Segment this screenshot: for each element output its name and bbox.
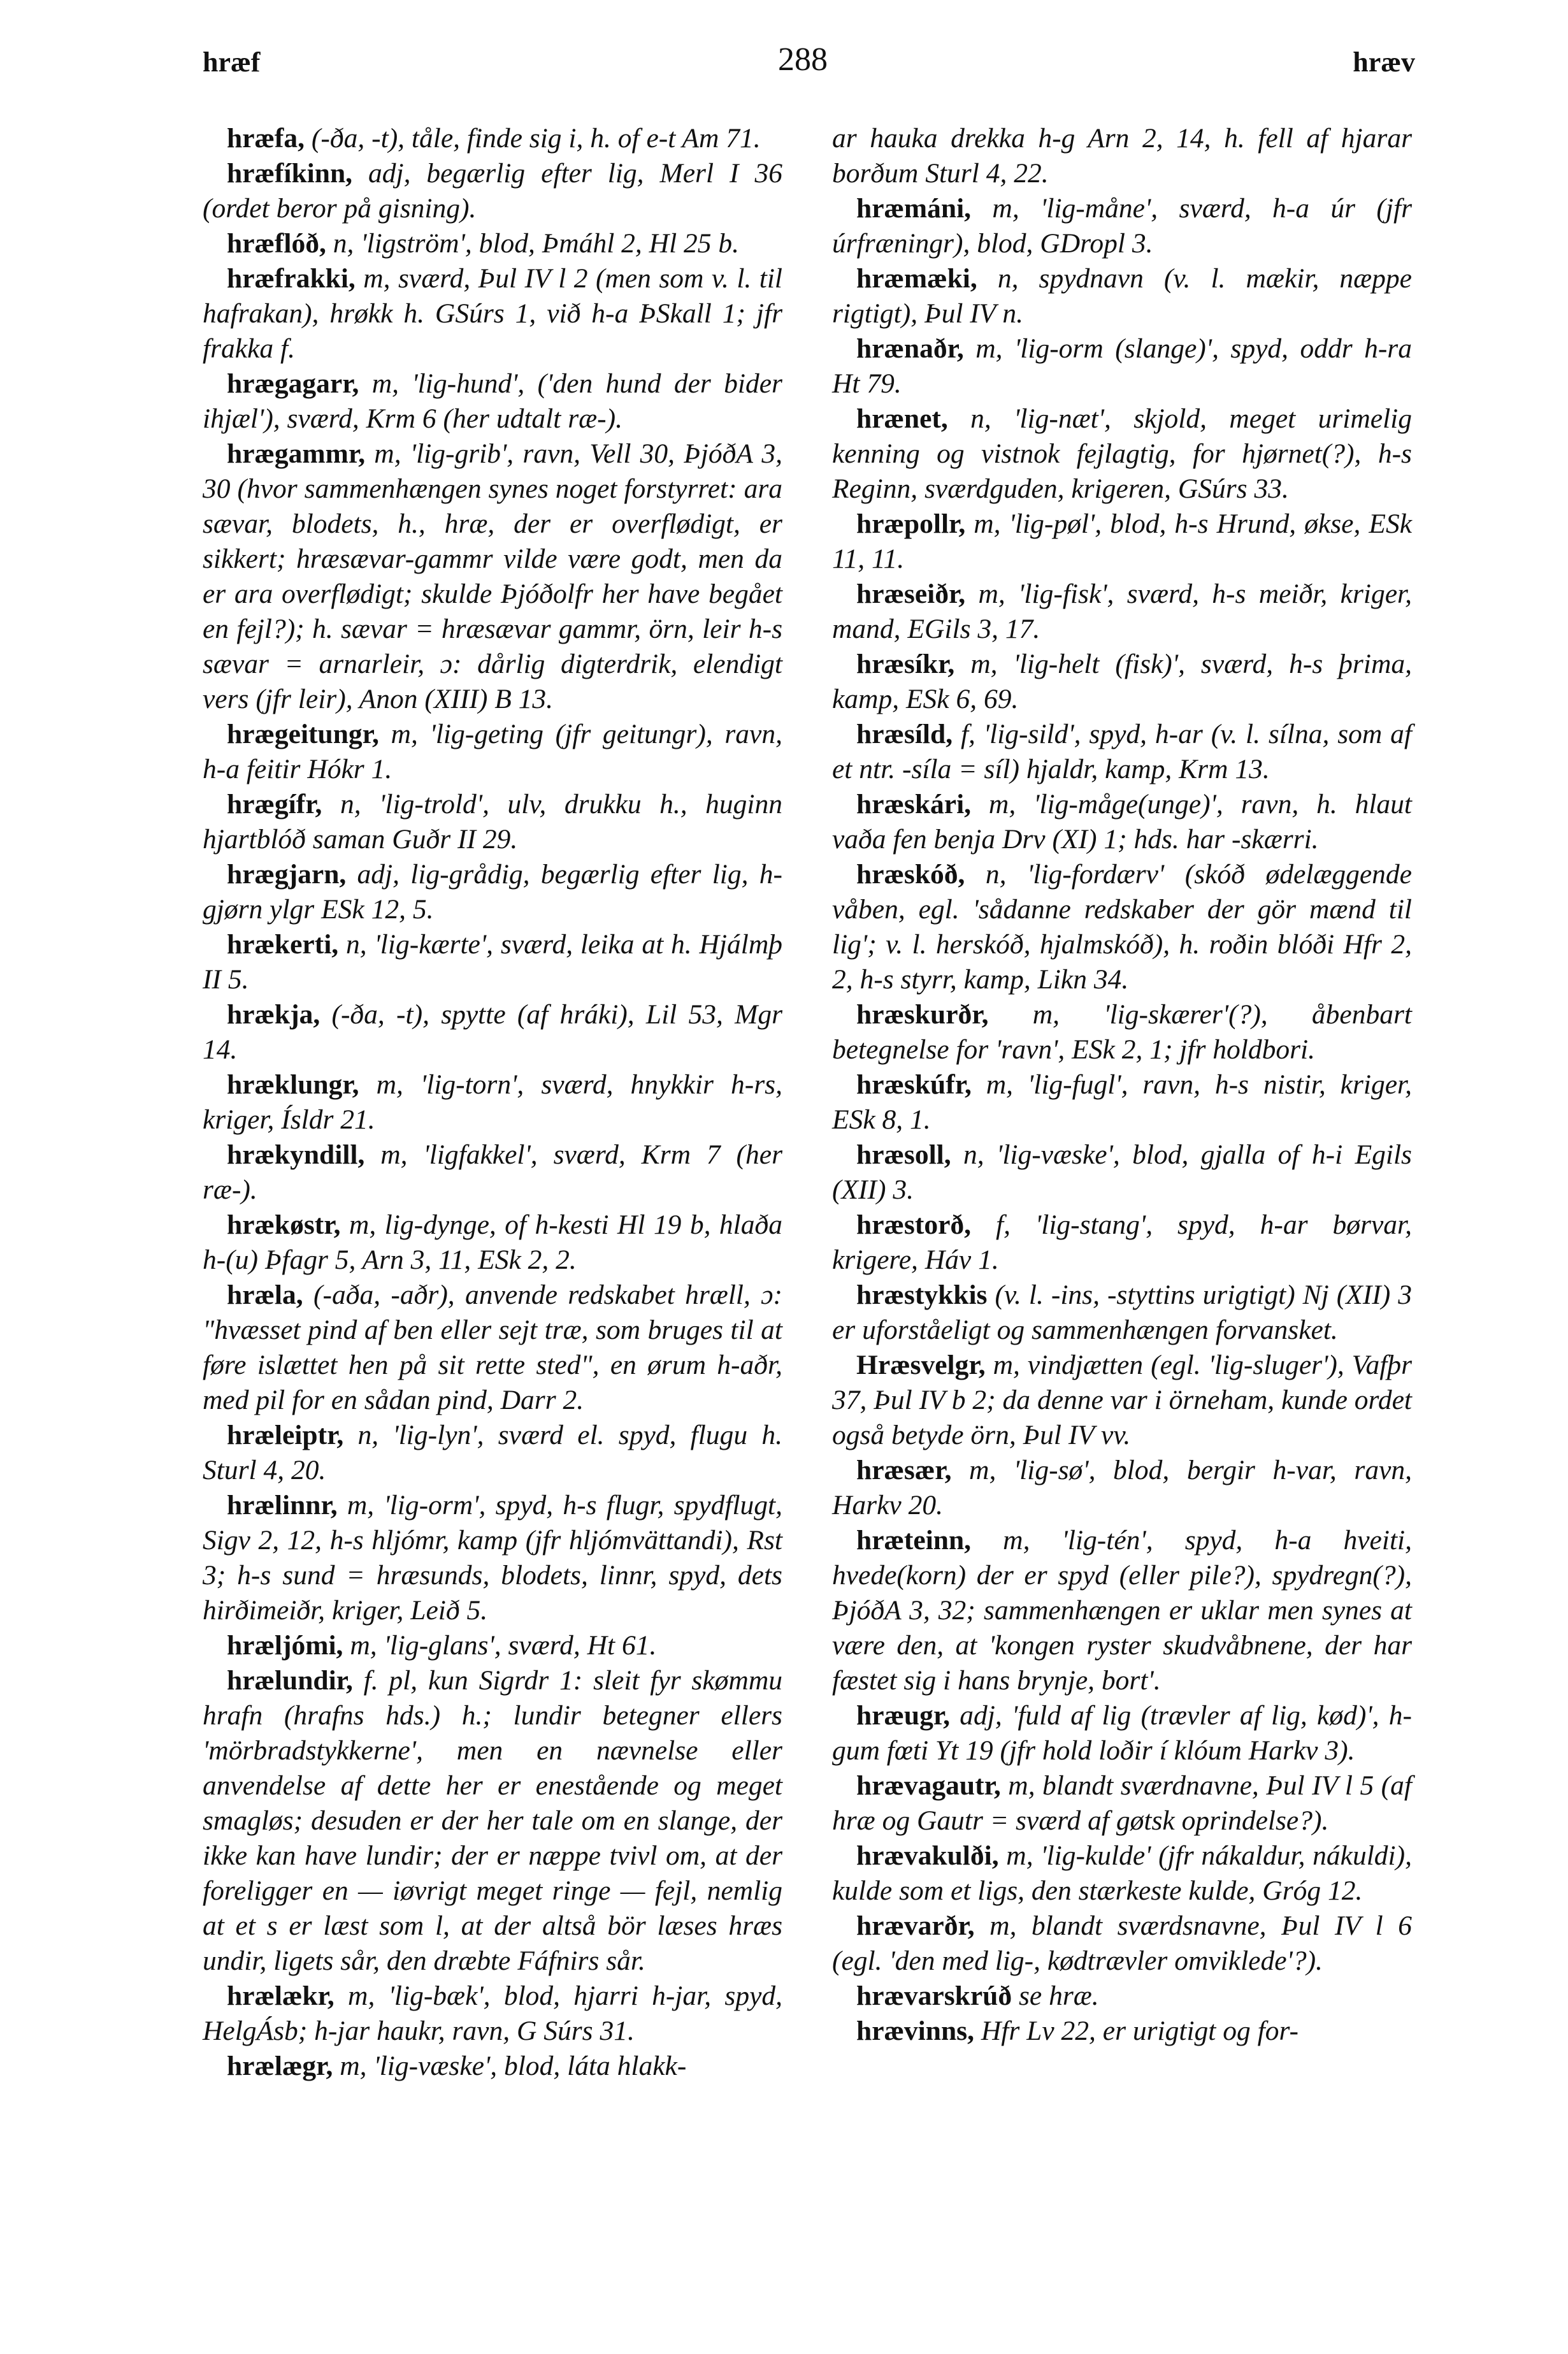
entry-definition: m, 'lig-skærer'(?), åbenbart betegnelse for 'ravn', ESk 2, 1; jfr holdbori. <box>832 999 1412 1065</box>
entry-definition: n, 'ligström', blod, Þmáhl 2, Hl 25 b. <box>326 228 740 259</box>
dictionary-entry <box>203 997 782 1067</box>
dictionary-entry <box>832 261 1412 331</box>
headword: hrægammr, <box>227 438 366 469</box>
headword: hræflóð, <box>227 228 326 259</box>
dictionary-entry <box>832 1979 1412 2014</box>
dictionary-entry <box>203 1979 782 2049</box>
entry-definition: n, 'lig-fordærv' (skóð ødelæggende våben, egl. 'sådanne redskaber der gör mænd til lig'; v. l. herskóð, hjalmskóð), h. roðin blóði Hfr 2, 2, h-s styrr, kamp, Likn 34. <box>832 859 1412 995</box>
dictionary-entry <box>832 997 1412 1067</box>
headword: hræpollr, <box>856 509 966 539</box>
headword: hrælækr, <box>227 1981 334 2011</box>
entry-definition: m, 'lig-bæk', blod, hjarri h-jar, spyd, HelgÁsb; h-jar haukr, ravn, G Súrs 31. <box>203 1981 782 2046</box>
entry-definition: m, 'lig-hund', ('den hund der bider ihjæl'), sværd, Krm 6 (her udtalt ræ-). <box>203 368 782 434</box>
entry-definition: m, sværd, Þul IV l 2 (men som v. l. til hafrakan), hrøkk h. GSúrs 1, við h-a ÞSkall 1; jfr frakka f. <box>203 263 782 364</box>
dictionary-entry <box>203 1067 782 1137</box>
entry-definition: f, 'lig-sild', spyd, h-ar (v. l. sílna, som af et ntr. -síla = síl) hjaldr, kamp, Krm 13. <box>832 719 1412 784</box>
dictionary-entry <box>203 857 782 927</box>
headword: hræskurðr, <box>856 999 989 1030</box>
dictionary-entry <box>203 437 782 717</box>
headword: hræla, <box>227 1280 303 1310</box>
entry-definition: m, 'lig-helt (fisk)', sværd, h-s þrima, kamp, ESk 6, 69. <box>832 649 1412 714</box>
entry-definition: Hfr Lv 22, er urigtigt og for- <box>974 2016 1299 2046</box>
entry-definition: m, 'lig-sø', blod, bergir h-var, ravn, Harkv 20. <box>832 1455 1412 1520</box>
headword: hræugr, <box>856 1700 951 1731</box>
entry-definition: adj, lig-grådig, begærlig efter lig, h-gjørn ylgr ESk 12, 5. <box>203 859 782 925</box>
entry-definition: m, blandt sværdnavne, Þul IV l 5 (af hræ og Gautr = sværd af gøtsk oprindelse?). <box>832 1770 1412 1836</box>
dictionary-entry <box>203 1278 782 1418</box>
dictionary-entry <box>203 927 782 997</box>
left-column <box>203 121 782 2084</box>
entry-definition: n, spydnavn (v. l. mækir, næppe rigtigt), Þul IV n. <box>832 263 1412 329</box>
dictionary-entry <box>832 1348 1412 1453</box>
headword: hræteinn, <box>856 1525 972 1556</box>
entry-definition: ar hauka drekka h-g Arn 2, 14, h. fell af hjarar borðum Sturl 4, 22. <box>832 123 1412 189</box>
dictionary-entry <box>203 261 782 366</box>
entry-definition: m, 'lig-torn', sværd, hnykkir h-rs, kriger, Ísldr 21. <box>203 1069 782 1135</box>
headword: hræmæki, <box>856 263 977 294</box>
headword: hrænet, <box>856 403 948 434</box>
headword: hrænaðr, <box>856 333 964 364</box>
running-head-right: hræv <box>1353 47 1415 78</box>
dictionary-entry <box>832 1838 1412 1909</box>
headword: hrækøstr, <box>227 1209 341 1240</box>
dictionary-entry <box>832 331 1412 401</box>
headword: hrælundir, <box>227 1665 353 1696</box>
entry-definition: n, 'lig-lyn', sværd el. spyd, flugu h. Sturl 4, 20. <box>203 1420 782 1485</box>
headword: hræsíld, <box>856 719 953 749</box>
headword: hræfrakki, <box>227 263 356 294</box>
dictionary-entry <box>832 1453 1412 1523</box>
entry-definition: (-ða, -t), tåle, finde sig i, h. of e-t Am 71. <box>305 123 761 154</box>
entry-definition: m, 'lig-måne', sværd, h-a úr (jfr úrfræningr), blod, GDropl 3. <box>832 193 1412 259</box>
headword: hræfa, <box>227 123 305 154</box>
headword: hræstykkis <box>856 1280 988 1310</box>
entry-definition: m, 'lig-glans', sværd, Ht 61. <box>343 1630 657 1661</box>
headword: hræstorð, <box>856 1209 972 1240</box>
dictionary-entry <box>203 1418 782 1488</box>
dictionary-entry <box>203 2049 782 2084</box>
headword: hrævarðr, <box>856 1910 975 1941</box>
dictionary-entry <box>832 507 1412 577</box>
headword: Hræsvelgr, <box>856 1350 986 1380</box>
headword: hrægeitungr, <box>227 719 379 749</box>
headword: hræskóð, <box>856 859 965 890</box>
entry-definition: m, 'lig-grib', ravn, Vell 30, ÞjóðA 3, 30 (hvor sammenhængen synes noget forstyrret: ara sævar, blodets, h., hræ, der er overflødigt, er sikkert; hræsævar-gammr vilde være godt, men da er ara overflødigt; skulde Þjóðolfr her have begået en fejl?); h. sævar = hræsævar gammr, örn, leir h-s sævar = arnarleir, ɔ: dårlig digterdrik, elendigt vers (jfr leir), Anon (XIII) B 13. <box>203 438 782 714</box>
dictionary-entry <box>203 366 782 437</box>
entry-definition: m, 'lig-tén', spyd, h-a hveiti, hvede(korn) der er spyd (eller pile?), spydregn(?), ÞjóðA 3, 32; sammenhængen er uklar men synes at være den, at 'kongen ryster skudvåbnene, der har fæstet sig i hans brynje, bort'. <box>832 1525 1412 1696</box>
dictionary-entry <box>832 401 1412 507</box>
headword: hrævinns, <box>856 2016 974 2046</box>
dictionary-entry <box>203 717 782 787</box>
entry-definition: m, 'lig-pøl', blod, h-s Hrund, økse, ESk 11, 11. <box>832 509 1412 574</box>
headword: hrævagautr, <box>856 1770 1001 1801</box>
entry-definition: m, 'lig-fugl', ravn, h-s nistir, kriger, ESk 8, 1. <box>832 1069 1412 1135</box>
entry-definition: m, 'lig-måge(unge)', ravn, h. hlaut vaða fen benja Drv (XI) 1; hds. har -skærri. <box>832 789 1412 855</box>
dictionary-entry <box>203 1628 782 1663</box>
headword: hræsíkr, <box>856 649 955 679</box>
dictionary-entry <box>832 1909 1412 1979</box>
headword: hrævakulði, <box>856 1840 999 1871</box>
headword: hræklungr, <box>227 1069 359 1100</box>
dictionary-entry <box>203 1663 782 1979</box>
dictionary-entry <box>832 857 1412 997</box>
dictionary-entry <box>832 717 1412 787</box>
running-head-left: hræf <box>203 47 261 78</box>
headword: hræseiðr, <box>856 579 966 609</box>
entry-definition: (-ða, -t), spytte (af hráki), Lil 53, Mgr 14. <box>203 999 782 1065</box>
dictionary-entry <box>832 647 1412 717</box>
entry-definition: (v. l. -ins, -styttins urigtigt) Nj (XII) 3 er uforståeligt og sammenhængen forvansket. <box>832 1280 1412 1345</box>
headword: hræmáni, <box>856 193 972 224</box>
dictionary-entry <box>832 1698 1412 1768</box>
headword: hrægjarn, <box>227 859 347 890</box>
headword: hræsær, <box>856 1455 952 1485</box>
dictionary-entry <box>832 1768 1412 1838</box>
headword: hrælinnr, <box>227 1490 338 1520</box>
entry-definition: m, 'lig-geting (jfr geitungr), ravn, h-a feitir Hókr 1. <box>203 719 782 784</box>
entry-definition: m, blandt sværdsnavne, Þul IV l 6 (egl. 'den med lig-, kødtrævler omviklede'?). <box>832 1910 1412 1976</box>
dictionary-entry <box>832 1278 1412 1348</box>
dictionary-entry <box>203 121 782 156</box>
headword: hrækerti, <box>227 929 339 960</box>
headword: hrækyndill, <box>227 1139 365 1170</box>
entry-definition: m, lig-dynge, of h-kesti Hl 19 b, hlaða h-(u) Þfagr 5, Arn 3, 11, ESk 2, 2. <box>203 1209 782 1275</box>
page-number: 288 <box>778 41 828 78</box>
entry-definition: n, 'lig-væske', blod, gjalla of h-i Egils (XII) 3. <box>832 1139 1412 1205</box>
entry-definition: se hræ. <box>1012 1981 1099 2011</box>
dictionary-entry <box>832 787 1412 857</box>
entry-definition: f. pl, kun Sigrdr 1: sleit fyr skømmu hrafn (hrafns hds.) h.; lundir betegner ellers 'mörbradstykkerne', men en nævnelse eller anvendelse af dette her er enestående og meget smagløs; desuden er der her tale om en slange, der ikke kan have lundir; der er næppe tvivl om, at der foreligger en — iøvrigt meget ringe — fejl, nemlig at et s er læst som l, at der altså bör læses hræs undir, ligets sår, den dræbte Fáfnirs sår. <box>203 1665 782 1976</box>
entry-definition: adj, 'fuld af lig (trævler af lig, kød)', h-gum fœti Yt 19 (jfr hold loðir í klóum Harkv 3). <box>832 1700 1412 1766</box>
dictionary-entry <box>832 1067 1412 1137</box>
dictionary-entry <box>203 1488 782 1628</box>
headword: hræleiptr, <box>227 1420 344 1450</box>
dictionary-entry <box>203 1208 782 1278</box>
entry-definition: adj, begærlig efter lig, Merl I 36 (ordet beror på gisning). <box>203 158 782 224</box>
dictionary-entry <box>832 1137 1412 1208</box>
dictionary-entry <box>832 2014 1412 2049</box>
headword: hrævarskrúð <box>856 1981 1012 2011</box>
headword: hræskúfr, <box>856 1069 972 1100</box>
headword: hrægagarr, <box>227 368 359 399</box>
entry-definition: m, 'lig-væske', blod, láta hlakk- <box>333 2051 687 2081</box>
headword: hrækja, <box>227 999 320 1030</box>
headword: hræljómi, <box>227 1630 343 1661</box>
entry-definition: (-aða, -aðr), anvende redskabet hræll, ɔ: "hvæsset pind af ben eller sejt træ, som bruges til at føre islættet hen på sit rette sted", en ørum h-aðr, med pil for en sådan pind, Darr 2. <box>203 1280 782 1415</box>
dictionary-entry <box>832 191 1412 261</box>
entry-definition: m, vindjætten (egl. 'lig-sluger'), Vafþr 37, Þul IV b 2; da denne var i örneham, kunde ordet også betyde örn, Þul IV vv. <box>832 1350 1412 1450</box>
entry-definition: m, 'lig-orm', spyd, h-s flugr, spydflugt, Sigv 2, 12, h-s hljómr, kamp (jfr hljómvättandi), Rst 3; h-s sund = hræsunds, blodets, linnr, spyd, dets hirðimeiðr, kriger, Leið 5. <box>203 1490 782 1626</box>
dictionary-entry <box>832 577 1412 647</box>
right-column <box>832 121 1412 2049</box>
entry-definition: n, 'lig-trold', ulv, drukku h., huginn hjartblóð saman Guðr II 29. <box>203 789 782 855</box>
entry-definition: n, 'lig-næt', skjold, meget urimelig kenning og vistnok fejlagtig, for hjørnet(?), h-s Reginn, sværdguden, krigeren, GSúrs 33. <box>832 403 1412 504</box>
headword: hræskári, <box>856 789 972 820</box>
headword: hræsoll, <box>856 1139 951 1170</box>
entry-definition: m, 'lig-kulde' (jfr nákaldur, nákuldi), kulde som et ligs, den stærkeste kulde, Gróg 12. <box>832 1840 1412 1906</box>
dictionary-entry <box>832 121 1412 191</box>
headword: hrægífr, <box>227 789 322 820</box>
headword: hræfíkinn, <box>227 158 353 189</box>
entry-definition: m, 'lig-fisk', sværd, h-s meiðr, kriger, mand, EGils 3, 17. <box>832 579 1412 644</box>
headword: hrælægr, <box>227 2051 333 2081</box>
entry-definition: m, 'lig-orm (slange)', spyd, oddr h-ra Ht 79. <box>832 333 1412 399</box>
entry-definition: f, 'lig-stang', spyd, h-ar børvar, krigere, Háv 1. <box>832 1209 1412 1275</box>
dictionary-entry <box>203 1137 782 1208</box>
dictionary-entry <box>832 1208 1412 1278</box>
entry-definition: m, 'ligfakkel', sværd, Krm 7 (her ræ-). <box>203 1139 782 1205</box>
dictionary-entry <box>203 156 782 226</box>
dictionary-entry <box>203 787 782 857</box>
dictionary-entry <box>203 226 782 261</box>
dictionary-entry <box>832 1523 1412 1698</box>
entry-definition: n, 'lig-kærte', sværd, leika at h. Hjálmþ II 5. <box>203 929 782 995</box>
